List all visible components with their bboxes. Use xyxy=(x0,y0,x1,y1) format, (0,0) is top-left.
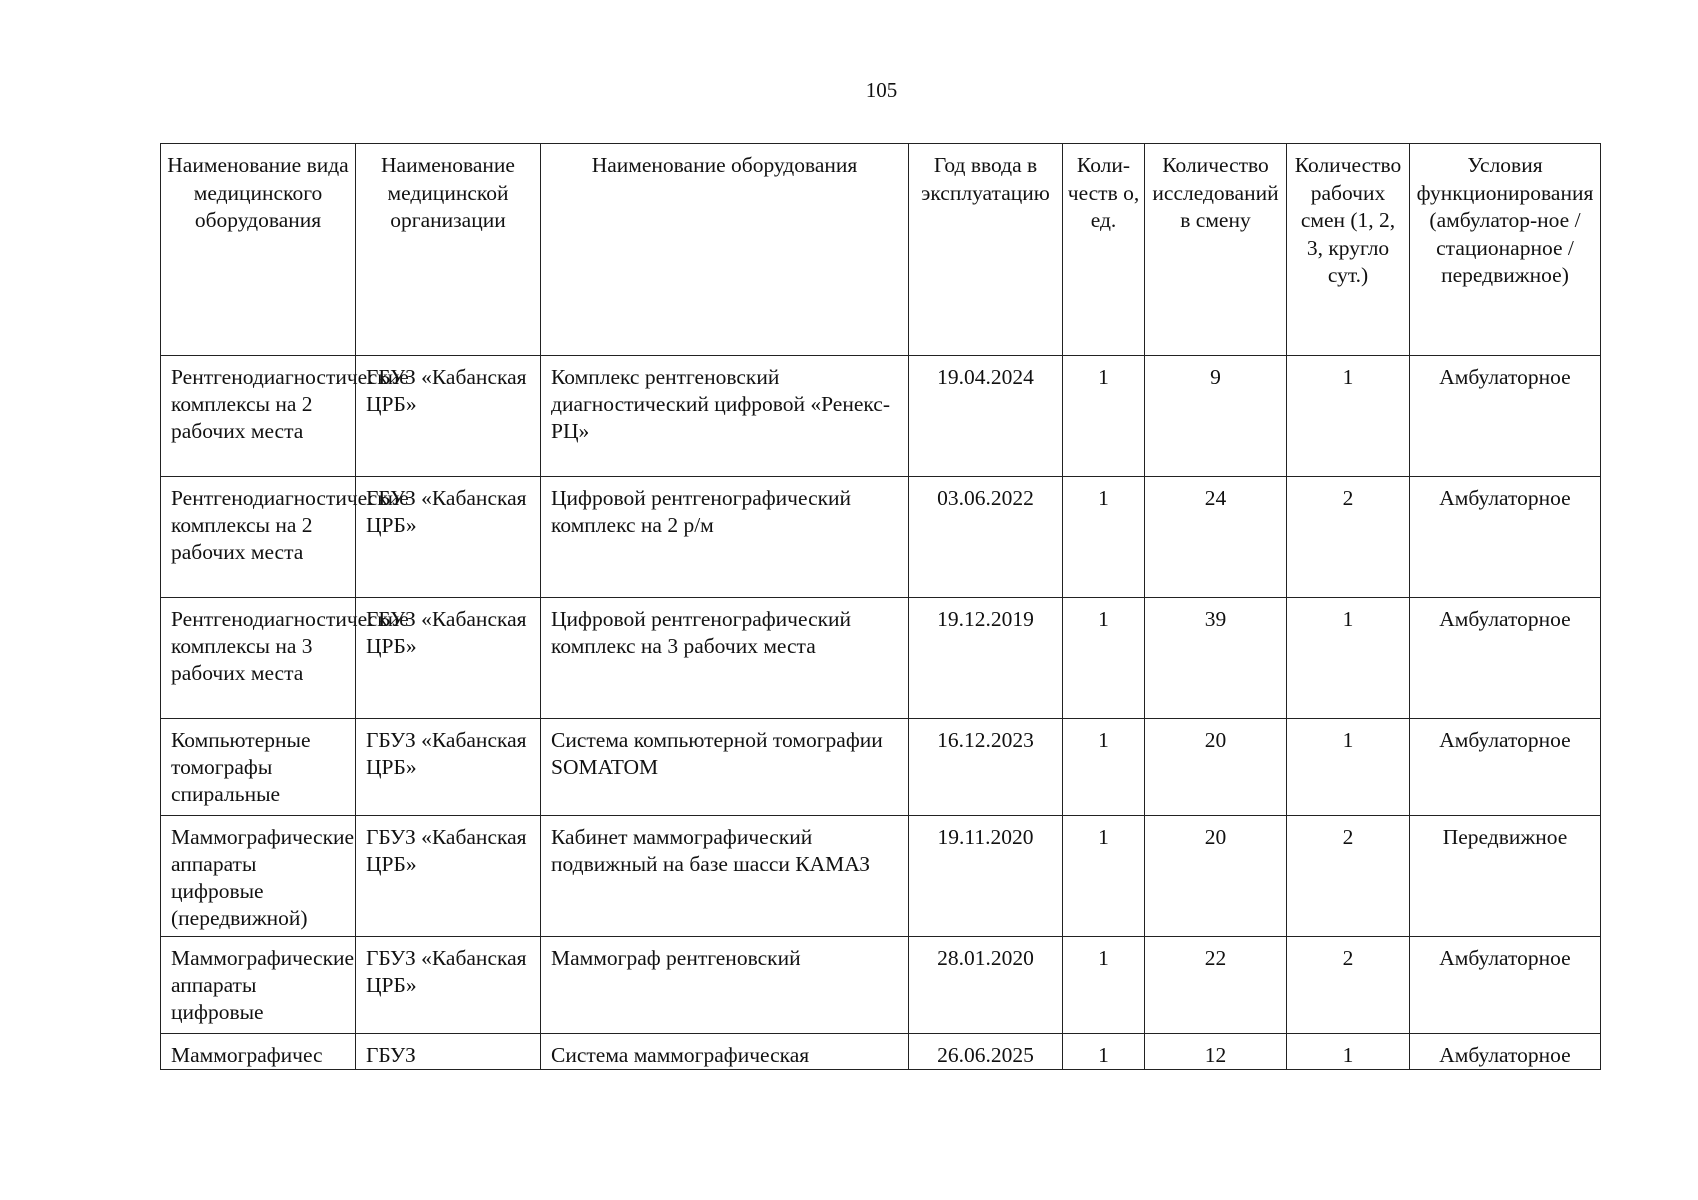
table-header-row xyxy=(161,144,1601,356)
cell-shifts: 1 xyxy=(1287,598,1410,719)
table-row xyxy=(161,356,1601,477)
cell-commissioning-date: 28.01.2020 xyxy=(909,937,1063,1034)
table-row xyxy=(161,937,1601,1034)
header-quantity: Коли-честв о, ед. xyxy=(1063,144,1145,356)
cell-quantity: 1 xyxy=(1063,816,1145,937)
cell-equipment-type: Маммографические аппараты цифровые xyxy=(161,937,356,1034)
cell-shifts: 1 xyxy=(1287,356,1410,477)
table-row xyxy=(161,1034,1601,1070)
cell-equipment-type: Рентгенодиагностические комплексы на 3 рабочих места xyxy=(161,598,356,719)
cell-studies-per-shift: 24 xyxy=(1145,477,1287,598)
cell-equipment-name: Система компьютерной томографии SOMATOM xyxy=(541,719,909,816)
cell-equipment-name: Система маммографическая xyxy=(541,1034,909,1070)
cell-conditions: Амбулаторное xyxy=(1410,1034,1601,1070)
cell-equipment-type: Компьютерные томографы спиральные xyxy=(161,719,356,816)
header-equipment-type: Наименование вида медицинского оборудования xyxy=(161,144,356,356)
header-commissioning-year: Год ввода в эксплуатацию xyxy=(909,144,1063,356)
cell-conditions: Амбулаторное xyxy=(1410,598,1601,719)
cell-equipment-name: Цифровой рентгенографический комплекс на 3 рабочих места xyxy=(541,598,909,719)
cell-commissioning-date: 26.06.2025 xyxy=(909,1034,1063,1070)
cell-commissioning-date: 19.11.2020 xyxy=(909,816,1063,937)
cell-quantity: 1 xyxy=(1063,356,1145,477)
cell-studies-per-shift: 20 xyxy=(1145,816,1287,937)
cell-conditions: Амбулаторное xyxy=(1410,719,1601,816)
cell-organization: ГБУЗ «Кабанская ЦРБ» xyxy=(356,719,541,816)
cell-studies-per-shift: 12 xyxy=(1145,1034,1287,1070)
cell-quantity: 1 xyxy=(1063,1034,1145,1070)
cell-equipment-type: Рентгенодиагностические комплексы на 2 рабочих места xyxy=(161,356,356,477)
cell-equipment-name: Маммограф рентгеновский xyxy=(541,937,909,1034)
cell-commissioning-date: 19.12.2019 xyxy=(909,598,1063,719)
cell-shifts: 1 xyxy=(1287,719,1410,816)
cell-organization: ГБУЗ «Кабанская ЦРБ» xyxy=(356,937,541,1034)
cell-equipment-type: Рентгенодиагностические комплексы на 2 рабочих места xyxy=(161,477,356,598)
cell-shifts: 2 xyxy=(1287,937,1410,1034)
cell-equipment-name: Цифровой рентгенографический комплекс на 2 р/м xyxy=(541,477,909,598)
page-number: 105 xyxy=(865,78,898,102)
cell-equipment-name: Комплекс рентгеновский диагностический цифровой «Ренекс-РЦ» xyxy=(541,356,909,477)
cell-equipment-name: Кабинет маммографический подвижный на базе шасси КАМАЗ xyxy=(541,816,909,937)
cell-conditions: Амбулаторное xyxy=(1410,356,1601,477)
cell-conditions: Амбулаторное xyxy=(1410,937,1601,1034)
cell-commissioning-date: 19.04.2024 xyxy=(909,356,1063,477)
cell-organization: ГБУЗ «Кабанская ЦРБ» xyxy=(356,356,541,477)
header-studies-per-shift: Количество исследований в смену xyxy=(1145,144,1287,356)
cell-commissioning-date: 16.12.2023 xyxy=(909,719,1063,816)
cell-conditions: Амбулаторное xyxy=(1410,477,1601,598)
cell-quantity: 1 xyxy=(1063,477,1145,598)
cell-organization: ГБУЗ «Кабанская ЦРБ» xyxy=(356,598,541,719)
cell-quantity: 1 xyxy=(1063,719,1145,816)
header-equipment-name: Наименование оборудования xyxy=(541,144,909,356)
cell-organization: ГБУЗ xyxy=(356,1034,541,1070)
equipment-table xyxy=(160,143,1601,1070)
cell-quantity: 1 xyxy=(1063,598,1145,719)
cell-organization: ГБУЗ «Кабанская ЦРБ» xyxy=(356,816,541,937)
cell-studies-per-shift: 39 xyxy=(1145,598,1287,719)
cell-organization: ГБУЗ «Кабанская ЦРБ» xyxy=(356,477,541,598)
cell-studies-per-shift: 9 xyxy=(1145,356,1287,477)
cell-shifts: 2 xyxy=(1287,816,1410,937)
cell-equipment-type: Маммографические аппараты цифровые (передвижной) xyxy=(161,816,356,937)
header-organization: Наименование медицинской организации xyxy=(356,144,541,356)
cell-equipment-type: Маммографичес xyxy=(161,1034,356,1070)
cell-commissioning-date: 03.06.2022 xyxy=(909,477,1063,598)
table-row xyxy=(161,477,1601,598)
cell-conditions: Передвижное xyxy=(1410,816,1601,937)
table-row xyxy=(161,598,1601,719)
header-conditions: Условия функционирования (амбулатор-ное / стационарное / передвижное) xyxy=(1410,144,1601,356)
table-row xyxy=(161,719,1601,816)
cell-shifts: 1 xyxy=(1287,1034,1410,1070)
cell-shifts: 2 xyxy=(1287,477,1410,598)
table-row xyxy=(161,816,1601,937)
header-shifts: Количество рабочих смен (1, 2, 3, кругло сут.) xyxy=(1287,144,1410,356)
cell-studies-per-shift: 22 xyxy=(1145,937,1287,1034)
cell-studies-per-shift: 20 xyxy=(1145,719,1287,816)
cell-quantity: 1 xyxy=(1063,937,1145,1034)
